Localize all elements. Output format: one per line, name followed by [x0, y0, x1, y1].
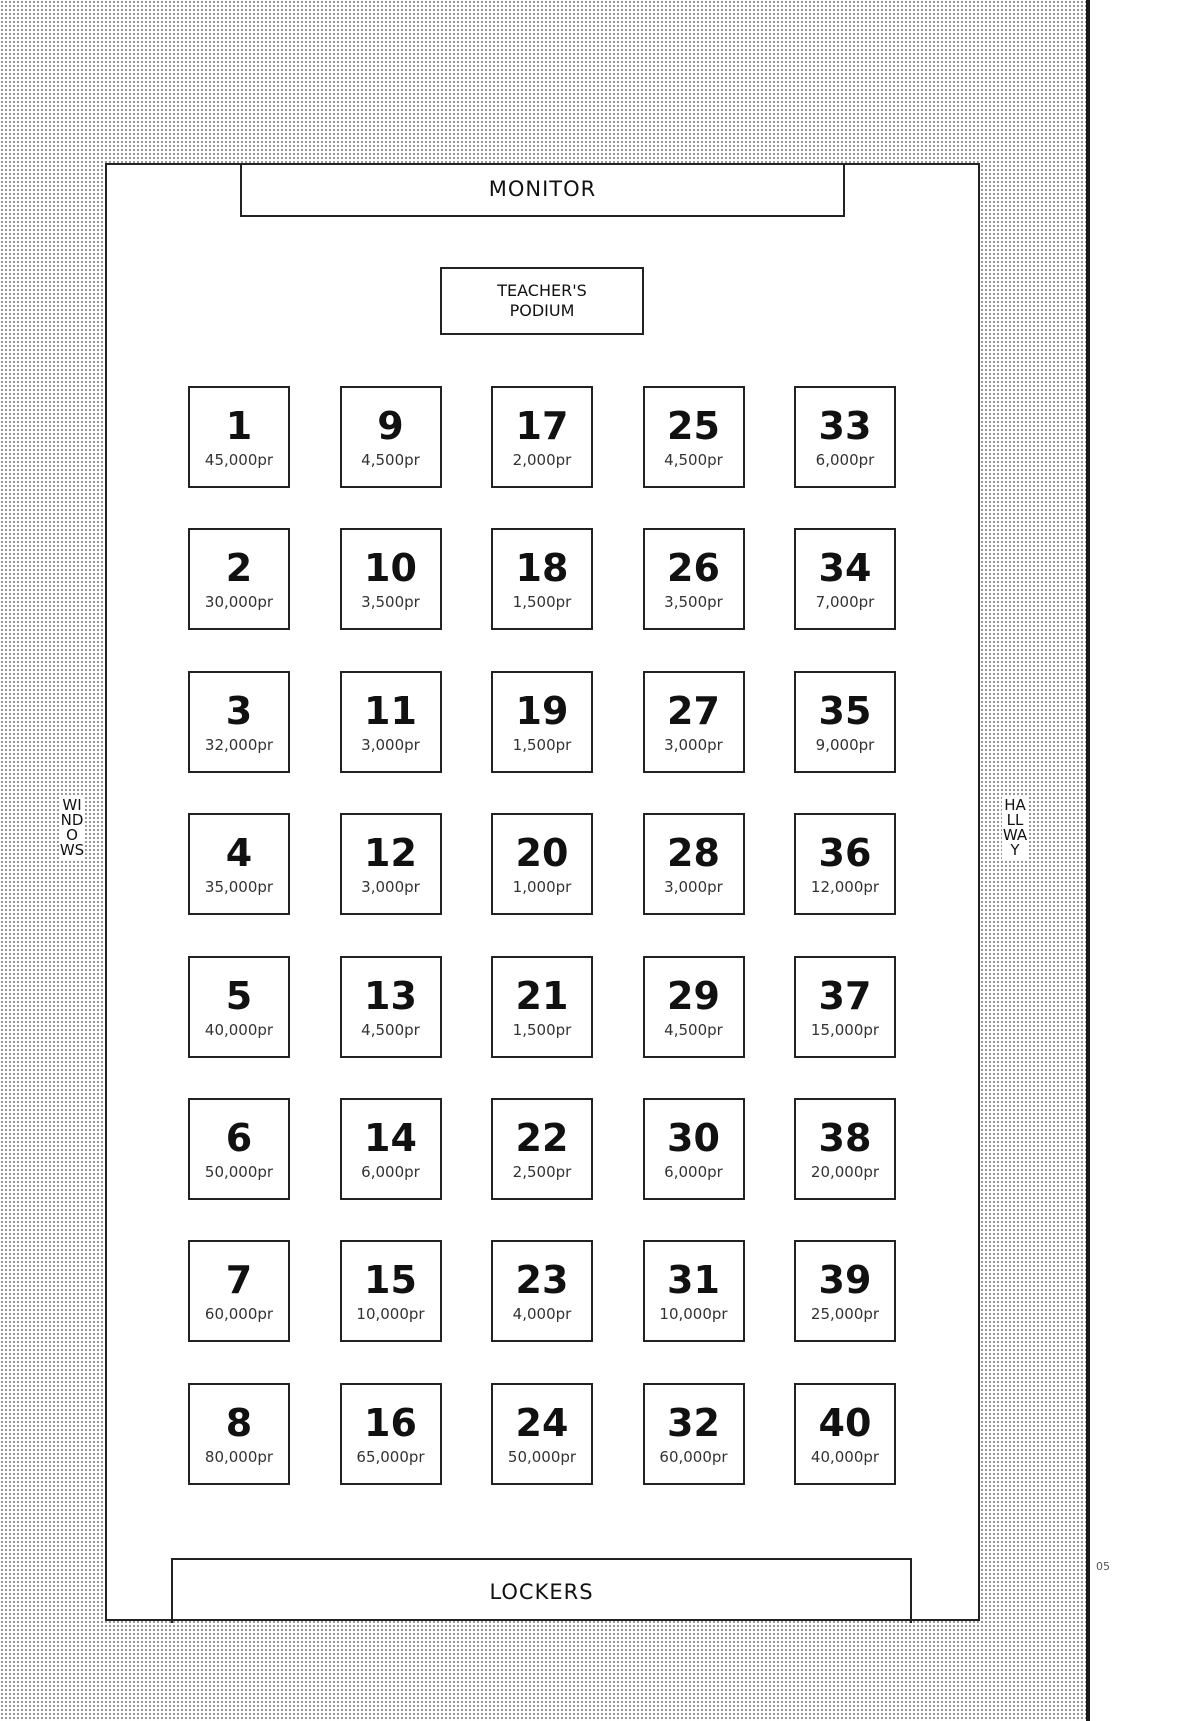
- seat-28: [643, 813, 745, 915]
- windows-label: WINDOWS: [59, 796, 85, 859]
- seat-price: 50,000pr: [507, 1447, 577, 1466]
- seat-price: 4,500pr: [361, 1020, 420, 1039]
- seat-price: 3,000pr: [361, 735, 420, 754]
- seat-number: 25: [667, 404, 720, 448]
- seat-number: 22: [515, 1115, 569, 1160]
- seat-14: [340, 1098, 442, 1200]
- seat-27: [643, 671, 745, 773]
- seat-price: 9,000pr: [815, 735, 875, 754]
- seat-price: 1,500pr: [512, 735, 572, 754]
- seat-price: 40,000pr: [204, 1020, 274, 1039]
- seat-number: 34: [818, 546, 872, 591]
- seat-price: 1,000pr: [512, 878, 572, 897]
- seat-18: [491, 528, 593, 630]
- seat-number: 33: [818, 404, 872, 448]
- seat-number: 18: [515, 546, 569, 591]
- seat-23: [491, 1240, 593, 1342]
- seat-number: 21: [515, 973, 569, 1018]
- seat-number: 16: [364, 1400, 417, 1445]
- seat-number: 20: [515, 831, 569, 876]
- seat-26: [643, 528, 745, 630]
- seat-number: 9: [377, 404, 404, 448]
- seat-price: 15,000pr: [810, 1020, 880, 1039]
- seat-number: 7: [225, 1258, 253, 1303]
- seat-number: 27: [667, 688, 720, 733]
- page-number: 05: [1096, 1560, 1110, 1573]
- seat-number: 14: [364, 1115, 417, 1160]
- seat-33: [794, 386, 896, 488]
- hallway-label: HALLWAY: [1002, 796, 1028, 859]
- seat-5: [188, 956, 290, 1058]
- seat-11: [340, 671, 442, 773]
- seat-price: 40,000pr: [810, 1447, 880, 1466]
- seat-24: [491, 1383, 593, 1485]
- seat-price: 6,000pr: [664, 1162, 723, 1181]
- seat-8: [188, 1383, 290, 1485]
- seat-17: [491, 386, 593, 488]
- seat-price: 30,000pr: [204, 593, 274, 612]
- seat-price: 4,500pr: [664, 451, 723, 469]
- seat-price: 3,500pr: [664, 593, 723, 612]
- seat-37: [794, 956, 896, 1058]
- seat-number: 40: [818, 1400, 872, 1445]
- seat-price: 1,500pr: [512, 593, 572, 612]
- seat-price: 20,000pr: [810, 1162, 880, 1181]
- seat-price: 10,000pr: [659, 1305, 728, 1324]
- seat-price: 65,000pr: [356, 1447, 425, 1466]
- seat-price: 4,500pr: [664, 1020, 723, 1039]
- seat-price: 10,000pr: [356, 1305, 425, 1324]
- seat-1: [188, 386, 290, 488]
- seat-number: 26: [667, 546, 720, 591]
- seat-price: 6,000pr: [361, 1162, 420, 1181]
- seat-32: [643, 1383, 745, 1485]
- seat-number: 3: [225, 688, 253, 733]
- seat-price: 3,000pr: [664, 878, 723, 897]
- seat-21: [491, 956, 593, 1058]
- seat-31: [643, 1240, 745, 1342]
- seat-20: [491, 813, 593, 915]
- seat-3: [188, 671, 290, 773]
- seat-price: 45,000pr: [204, 451, 274, 469]
- seat-price: 50,000pr: [204, 1162, 274, 1181]
- seat-price: 35,000pr: [204, 878, 274, 897]
- seat-29: [643, 956, 745, 1058]
- seat-6: [188, 1098, 290, 1200]
- seat-36: [794, 813, 896, 915]
- seat-22: [491, 1098, 593, 1200]
- seat-number: 15: [364, 1258, 417, 1303]
- classroom-floorplan: [105, 163, 980, 1621]
- seat-13: [340, 956, 442, 1058]
- seat-price: 80,000pr: [204, 1447, 274, 1466]
- seat-12: [340, 813, 442, 915]
- seat-number: 8: [225, 1400, 253, 1445]
- seat-number: 36: [818, 831, 872, 876]
- seat-price: 32,000pr: [204, 735, 274, 754]
- seat-price: 25,000pr: [810, 1305, 880, 1324]
- seat-number: 28: [667, 831, 720, 876]
- seat-price: 3,000pr: [361, 878, 420, 897]
- seat-price: 7,000pr: [815, 593, 875, 612]
- seat-19: [491, 671, 593, 773]
- teachers-podium: TEACHER'S PODIUM: [440, 267, 644, 335]
- seat-number: 19: [515, 688, 569, 733]
- seat-number: 31: [667, 1258, 720, 1303]
- seat-number: 2: [225, 546, 253, 591]
- seat-16: [340, 1383, 442, 1485]
- seat-price: 60,000pr: [659, 1447, 728, 1466]
- seat-number: 6: [225, 1115, 253, 1160]
- seat-number: 23: [515, 1258, 569, 1303]
- seat-price: 3,000pr: [664, 735, 723, 754]
- seat-price: 3,500pr: [361, 593, 420, 612]
- seat-number: 35: [818, 688, 872, 733]
- seat-number: 4: [225, 831, 253, 876]
- seat-9: [340, 386, 442, 488]
- seat-price: 12,000pr: [810, 878, 880, 897]
- seat-4: [188, 813, 290, 915]
- seat-number: 5: [225, 973, 253, 1018]
- seat-number: 10: [364, 546, 417, 591]
- lockers-label: LOCKERS: [171, 1558, 912, 1623]
- seat-number: 12: [364, 831, 417, 876]
- seat-number: 39: [818, 1258, 872, 1303]
- seat-grid: [188, 386, 896, 1485]
- seat-number: 37: [818, 973, 872, 1018]
- seat-price: 2,000pr: [512, 451, 572, 469]
- seat-39: [794, 1240, 896, 1342]
- seat-number: 11: [364, 688, 417, 733]
- seat-number: 30: [667, 1115, 720, 1160]
- seat-34: [794, 528, 896, 630]
- seat-price: 2,500pr: [512, 1162, 572, 1181]
- seat-10: [340, 528, 442, 630]
- seat-2: [188, 528, 290, 630]
- seat-number: 1: [225, 404, 253, 448]
- page-margin: [1088, 0, 1200, 1721]
- seat-25: [643, 386, 745, 488]
- seat-number: 24: [515, 1400, 569, 1445]
- seat-price: 6,000pr: [815, 451, 875, 469]
- seat-38: [794, 1098, 896, 1200]
- seat-number: 38: [818, 1115, 872, 1160]
- seat-7: [188, 1240, 290, 1342]
- seat-35: [794, 671, 896, 773]
- seat-40: [794, 1383, 896, 1485]
- seat-price: 4,000pr: [512, 1305, 572, 1324]
- seat-15: [340, 1240, 442, 1342]
- seat-number: 17: [515, 404, 569, 448]
- seat-price: 4,500pr: [361, 451, 420, 469]
- seat-30: [643, 1098, 745, 1200]
- seat-price: 1,500pr: [512, 1020, 572, 1039]
- seat-number: 13: [364, 973, 417, 1018]
- seat-number: 29: [667, 973, 720, 1018]
- seat-price: 60,000pr: [204, 1305, 274, 1324]
- monitor-label: MONITOR: [240, 163, 845, 217]
- seat-number: 32: [667, 1400, 720, 1445]
- panel-border: [1086, 0, 1090, 1721]
